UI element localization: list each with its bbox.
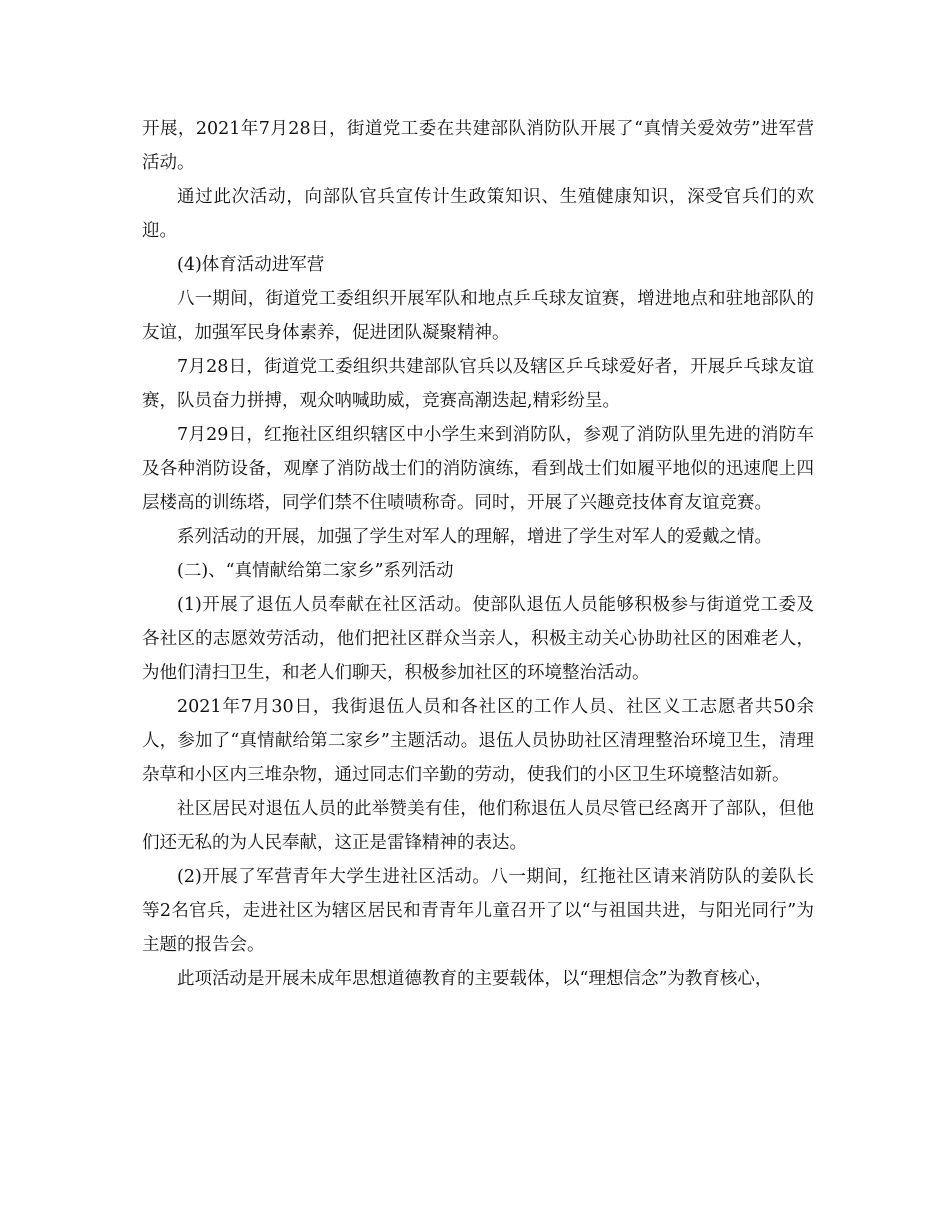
paragraph-12: (2)开展了军营青年大学生进社区活动。八一期间，红拖社区请来消防队的姜队长等2名官兵，走进社区为辖区居民和青青年儿童召开了以“与祖国共进，与阳光同行”为主题的报告会。 xyxy=(142,867,814,955)
paragraph-10: 2021年7月30日，我街退伍人员和各社区的工作人员、社区义工志愿者共50余人，参加了“真情献给第二家乡”主题活动。退伍人员协助社区清理整治环境卫生，清理杂草和小区内三堆杂物，通过同志们辛勤的劳动，使我们的小区卫生环境整洁如新。 xyxy=(142,697,814,785)
section-heading-sports: (4)体育活动进军营 xyxy=(177,255,325,275)
document-body xyxy=(142,112,814,996)
paragraph-4: 八一期间，街道党工委组织开展军队和地点乒乓球友谊赛，增进地点和驻地部队的友谊，加强军民身体素养，促进团队凝聚精神。 xyxy=(142,289,814,343)
paragraph-11: 社区居民对退伍人员的此举赞美有佳，他们称退伍人员尽管已经离开了部队，但他们还无私的为人民奉献，这正是雷锋精神的表达。 xyxy=(142,799,814,853)
section-heading-second-hometown: (二)、“真情献给第二家乡”系列活动 xyxy=(177,561,454,581)
paragraph-2: 通过此次活动，向部队官兵宣传计生政策知识、生殖健康知识，深受官兵们的欢迎。 xyxy=(142,187,814,241)
paragraph-7: 系列活动的开展，加强了学生对军人的理解，增进了学生对军人的爱戴之情。 xyxy=(177,527,772,547)
paragraph-1: 开展，2021年7月28日，街道党工委在共建部队消防队开展了“真情关爱效劳”进军营活动。 xyxy=(142,119,814,173)
paragraph-13: 此项活动是开展未成年思想道德教育的主要载体，以“理想信念”为教育核心， xyxy=(177,969,773,989)
paragraph-9: (1)开展了退伍人员奉献在社区活动。使部队退伍人员能够积极参与街道党工委及各社区的志愿效劳活动，他们把社区群众当亲人，积极主动关心协助社区的困难老人，为他们清扫卫生，和老人们聊天，积极参加社区的环境整治活动。 xyxy=(142,595,814,683)
paragraph-6: 7月29日，红拖社区组织辖区中小学生来到消防队，参观了消防队里先进的消防车及各种消防设备，观摩了消防战士们的消防演练，看到战士们如履平地似的迅速爬上四层楼高的训练塔，同学们禁不住啧啧称奇。同时，开展了兴趣竞技体育友谊竞赛。 xyxy=(142,425,814,513)
paragraph-5: 7月28日，街道党工委组织共建部队官兵以及辖区乒乓球爱好者，开展乒乓球友谊赛，队员奋力拼搏，观众呐喊助威，竞赛高潮迭起,精彩纷呈。 xyxy=(142,357,814,411)
